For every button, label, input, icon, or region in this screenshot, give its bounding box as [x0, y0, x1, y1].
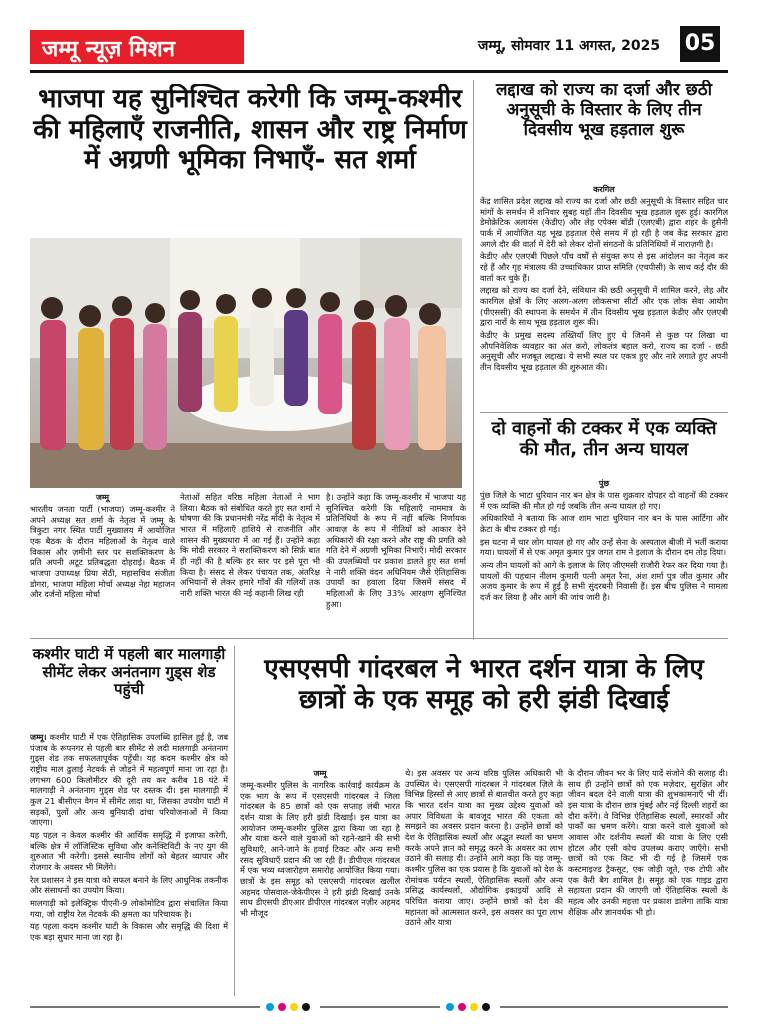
- story-ladakh-body: [480, 196, 728, 408]
- black-dot-icon: [482, 1003, 490, 1011]
- page-number: 05: [680, 26, 720, 62]
- paragraph: केडीए के प्रमुख सदस्य तख्तियाँ लिए हुए थे जिनमें से कुछ पर लिखा था औपनिवेशिक व्यवहार का अंत करो, लोकतंत्र बहाल करो, राज्य का दर्जा - छठी अनुसूची और मजबूत लद्दाख। ये सभी स्थल पर एकत्र हुए और नारे लगाते हुए अपनी तीन दिवसीय भूख हड़ताल की शुरुआत की।: [480, 329, 728, 372]
- magenta-dot-icon: [278, 1003, 286, 1011]
- story-ssp-column-3: के दौरान जीवन भर के लिए यादें संजोने की सलाह दी। साथ ही उन्होंने छात्रों को एक मज़ेदार, सुरक्षित और जीवन बदल देने वाली यात्रा की शुभकामनाएँ भी दीं। इस यात्रा के दौरान छात्र मुंबई और नई दिल्ली शहरों का दौरा करेंगे। वे विभिन्न ऐतिहासिक स्थलों, स्मारकों और पार्कों का भ्रमण करेंगे। यात्रा करने वाले युवाओं को आवास और दर्शनीय स्थलों की यात्रा के लिए एसी होटल और एसी कोच उपलब्ध कराए जाएँगे। सभी छात्रों को एक किट भी दी गई है जिसमें एक कस्टमाइज्ड ट्रैकसूट, एक जोड़ी जूते, एक टोपी और एक कैरी बैग शामिल है। समूह को एक गाइड द्वारा सहायता प्रदान की जाएगी जो ऐतिहासिक स्थलों के महत्व और उनकी महत्ता पर प्रकाश डालेगा ताकि यात्रा शैक्षिक और ज्ञानवर्धक भी हो।: [568, 768, 728, 917]
- paragraph: लद्दाख को राज्य का दर्जा देने, संविधान की छठी अनुसूची में शामिल करने, लेह और कारगिल क्षेत्रों के लिए अलग-अलग लोकसभा सीटों और एक लोक सेवा आयोग (पीएससी) की स्थापना के समर्थन में तीन दिवसीय भूख हड़ताल केडीए और एलएबी द्वारा नारों के साथ भूख हड़ताल शुरू की।: [480, 285, 728, 328]
- masthead: [0, 0, 758, 70]
- paragraph: मालगाड़ी को इलेक्ट्रिक पीएनी-9 लोकोमोटिव द्वारा संचालित किया गया, जो राष्ट्रीय रेल नेटवर्क की क्षमता का परिचायक है।: [30, 897, 228, 919]
- paragraph: पुंछ जिले के भाटा धुरियान नार बन क्षेत्र के पास शुक्रवार दोपहर दो वाहनों की टक्कर में एक व्यक्ति की मौत हो गई जबकि तीन अन्य घायल हो गए।: [480, 490, 728, 511]
- paragraph: [30, 732, 228, 828]
- dateline-ladakh: करगिल: [593, 185, 615, 194]
- paragraph: यह पहल न केवल कश्मीर की आर्थिक समृद्धि में इजाफा करेगी, बल्कि क्षेत्र में लॉजिस्टिक सुविधा और कनेक्टिविटी के नए युग की शुरुआत भी करेगी। इससे स्थानीय लोगों को बेहतर व्यापार और रोजगार के अवसर भी मिलेंगे।: [30, 829, 228, 872]
- story-women-column-1: भारतीय जनता पार्टी (भाजपा) जम्मू-कश्मीर ने अपने अध्यक्ष सत शर्मा के नेतृत्व में जम्मू के त्रिकुटा नगर स्थित पार्टी मुख्यालय में आयोजित एक बैठक के दौरान महिलाओं के नेतृत्व वाले विकास और ज़मीनी स्तर पर सशक्तिकरण के प्रति अपनी अटूट प्रतिबद्धता दोहराई। बैठक में भाजपा उपाध्यक्ष प्रिया सेठी, महासचिव संजीता डोगरा, भाजपा महिला मोर्चा अध्यक्ष नेहा महाजन और दर्जनों महिला मोर्चा: [30, 504, 175, 600]
- paragraph: अधिकारियों ने बताया कि आज शाम भाटा धुरियान नार बन के पास आर्टिगा और क्रेटा के बीच टक्कर हो गई।: [480, 513, 728, 534]
- black-dot-icon: [302, 1003, 310, 1011]
- column-divider: [473, 80, 474, 640]
- headline-accident: दो वाहनों की टक्कर में एक व्यक्ति की मौत, तीन अन्य घायल: [491, 418, 717, 461]
- story-cement-body: [30, 732, 228, 994]
- headline-ladakh-hunger-strike: लद्दाख को राज्य का दर्जा और छठी अनुसूची के विस्तार के लिए तीन दिवसीय भूख हड़ताल शुरू: [495, 80, 713, 141]
- yellow-dot-icon: [290, 1003, 298, 1011]
- dateline-cement: जम्मू।: [30, 732, 47, 742]
- paragraph: इस घटना में चार लोग घायल हो गए और उन्हें सेना के अस्पताल बीजी में भर्ती कराया गया। घायलों में से एक अमृत कुमार पुत्र जगत राम ने इलाज के दौरान दम तोड़ दिया।: [480, 536, 728, 558]
- paragraph: यह पहला कदम कश्मीर घाटी के विकास और समृद्धि की दिशा में एक बड़ा सुधार माना जा रहा है।: [30, 921, 228, 942]
- story-women-column-2: नेताओं सहित वरिष्ठ महिला नेताओं ने भाग लिया। बैठक को संबोधित करते हुए सत शर्मा ने घोषणा की कि प्रधानमंत्री नरेंद्र मोदी के नेतृत्व में भारत में महिलाएँ हाशिये से राजनीति और शासन की मुख्यधारा में आ गई हैं। उन्होंने कहा कि मोदी सरकार ने सशक्तिकरण को सिर्फ़ बात ही नहीं की है बल्कि हर स्तर पर इसे पूरा भी किया है। संसद से लेकर पंचायत तक, अंतरिक्ष अभियानों से लेकर हमारे गाँवों की गलियों तक नारी शक्ति भारत की नई कहानी लिख रही: [180, 492, 320, 598]
- paragraph: केडीए और एलएबी पिछले पाँच वर्षों से संयुक्त रूप से इस आंदोलन का नेतृत्व कर रहे हैं और गृह मंत्रालय की उच्चाधिकार प्राप्त समिति (एचपीसी) के साथ कई दौर की वार्ता कर चुके हैं।: [480, 251, 728, 283]
- newspaper-name: जम्मू न्यूज़ मिशन: [30, 30, 244, 64]
- story-ssp-column-1: जम्मू-कश्मीर पुलिस के नागरिक कार्रवाई कार्यक्रम के एक भाग के रूप में एसएसपी गांदरबल ने जिला गांदरबल के 85 छात्रों को एक सप्ताह लंबी भारत दर्शन यात्रा के लिए हरी झंडी दिखाई। इस यात्रा का आयोजन जम्मू-कश्मीर पुलिस द्वारा किया जा रहा है और यात्रा करने वाले युवाओं को रहने-खाने की सभी सुविधाएँ, आने-जाने के हवाई टिकट और अन्य सभी रसद सुविधाएँ प्रदान की जा रही हैं। डीपीएल गांदरबल में एक भव्य ध्वजारोहण समारोह आयोजित किया गया। छात्रों के इस समूह को एसएसपी गांदरबल खलील अहमद पोसवाल-जेकेपीएस ने हरी झंडी दिखाई उनके साथ डीएसपी डीएआर डीपीएल गांदरबल नज़ीर अहमद भी मौजूद: [240, 780, 400, 918]
- footer-rule: [30, 1006, 260, 1008]
- headline-cement-freight: कश्मीर घाटी में पहली बार मालगाड़ी सीमेंट लेकर अनंतनाग गुड्स शेड पहुंची: [32, 646, 226, 699]
- paragraph: केंद्र शासित प्रदेश लद्दाख को राज्य का दर्जा और छठी अनुसूची के विस्तार सहित चार मांगों के समर्थन में शनिवार सुबह यहाँ तीन दिवसीय भूख हड़ताल शुरू हुई। कारगिल डेमोक्रेटिक अलायंस (केडीए) और लेह एपेक्स बॉडी (एलएबी) द्वारा शहर के हुसैनी पार्क में आयोजित यह भूख हड़ताल ऐसे समय में हो रही है जब केंद्र सरकार द्वारा अगले दौर की वार्ता में देरी को लेकर दोनों संगठनों के प्रतिनिधियों में नाराज़गी है।: [480, 196, 728, 249]
- story-women-column-3: है। उन्होंने कहा कि जम्मू-कश्मीर में भाजपा यह सुनिश्चित करेगी कि महिलाएँ नाममात्र के प्रतिनिधियों के रूप में नहीं बल्कि निर्णायक आवाज़ के रूप में नीतियों को आकार देने अधिकारों की रक्षा करने और राष्ट्र की प्रगति को गति देने में अग्रणी भूमिका निभाएँ। मोदी सरकार की उपलब्धियों पर प्रकाश डालते हुए सत शर्मा ने नारी शक्ति वंदन अधिनियम जैसे ऐतिहासिक उपायों का हवाला दिया जिसमें संसद में महिलाओं के लिए 33% आरक्षण सुनिश्चित हुआ।: [326, 492, 466, 609]
- footer-rule: [320, 1006, 440, 1008]
- yellow-dot-icon: [470, 1003, 478, 1011]
- dateline-women: जम्मू: [95, 493, 110, 502]
- magenta-dot-icon: [458, 1003, 466, 1011]
- masthead-rule: [30, 70, 728, 73]
- story-ssp-column-2: थे। इस अवसर पर अन्य वरिष्ठ पुलिस अधिकारी भी उपस्थित थे। एसएसपी गांदरबल ने गांदरबल ज़िले के विभिन्न हिस्सों से आए छात्रों से बातचीत करते हुए कहा कि भारत दर्शन यात्रा का मुख्य उद्देश्य युवाओं को अपार विविधता के बावजूद भारत की एकता को समझने का अवसर प्रदान करना है। उन्होंने छात्रों को देश के ऐतिहासिक स्थलों और अद्भुत स्थलों का भ्रमण करके अपने ज्ञान को समृद्ध करने के अवसर का लाभ उठाने की सलाह दी। उन्होंने आगे कहा कि यह जम्मू-कश्मीर पुलिस का एक प्रयास है कि युवाओं को देश के रोमांचक पर्यटन स्थलों, ऐतिहासिक स्थलों और अन्य प्रसिद्ध कार्यस्थलों, औद्योगिक इकाइयों आदि से परिचित कराया जाए। उन्होंने छात्रों को देश की महानता को आत्मसात करने, इस अवसर का पूरा लाभ उठाने और यात्रा: [405, 768, 563, 928]
- news-photo-women-meeting: [30, 238, 462, 488]
- story-divider: [480, 412, 728, 413]
- paragraph: रेल प्रशासन ने इस यात्रा को सफल बनाने के लिए आधुनिक तकनीक और संसाधनों का उपयोग किया।: [30, 874, 228, 896]
- footer-rule: [500, 1006, 728, 1008]
- section-divider: [30, 638, 728, 639]
- paragraph-text: कश्मीर घाटी में एक ऐतिहासिक उपलब्धि हासिल हुई है, जब पंजाब के रूपनगर से पहली बार सीमेंट से लदी मालगाड़ी अनंतनाग गुड्स शेड तक सफलतापूर्वक पहुँची। यह कदम कश्मीर क्षेत्र को राष्ट्रीय माल ढुलाई नेटवर्क से जोड़ने में महत्वपूर्ण माना जा रहा है। लगभग 600 किलोमीटर की दूरी तय कर करीब 18 घंटे में मालगाड़ी ने अनंतनाग गुड्स शेड पर दस्तक दी। इस मालगाड़ी में कुल 21 बीसीएन वैगन में सीमेंट लादा था, जिसका उपयोग घाटी में सड़कों, पुलों और अन्य बुनियादी ढांचा परियोजनाओं में किया जाएगा।: [30, 732, 228, 828]
- cyan-dot-icon: [446, 1003, 454, 1011]
- dateline-accident: पुंछ: [598, 479, 610, 488]
- photo-illustration: [30, 238, 462, 488]
- headline-ssp-ganderbal: एसएसपी गांदरबल ने भारत दर्शन यात्रा के लिए छात्रों के एक समूह को हरी झंडी दिखाई: [264, 654, 704, 715]
- dateline-ssp: जम्मू: [313, 769, 327, 778]
- paragraph: अन्य तीन घायलों को आगे के इलाज के लिए जीएमसी राजौरी रेफर कर दिया गया है। घायलों की पहचान नीलम कुमारी पत्नी अमृत रैना, अंश शर्मा पुत्र जीत कुमार और अजय कुमार के रूप में हुई है सभी सुंदरबनी निवासी हैं। इस बीच पुलिस ने मामला दर्ज कर लिया है और आगे की जांच जारी है।: [480, 559, 728, 602]
- print-registration-strip: [30, 1000, 728, 1014]
- column-divider: [234, 646, 235, 996]
- cyan-dot-icon: [266, 1003, 274, 1011]
- issue-date: जम्मू, सोमवार 11 अगस्त, 2025: [478, 38, 661, 54]
- story-accident-body: [480, 490, 728, 632]
- headline-women-leadership: भाजपा यह सुनिश्चित करेगी कि जम्मू-कश्मीर की महिलाएँ राजनीति, शासन और राष्ट्र निर्माण में अग्रणी भूमिका निभाएँ- सत शर्मा: [33, 84, 467, 176]
